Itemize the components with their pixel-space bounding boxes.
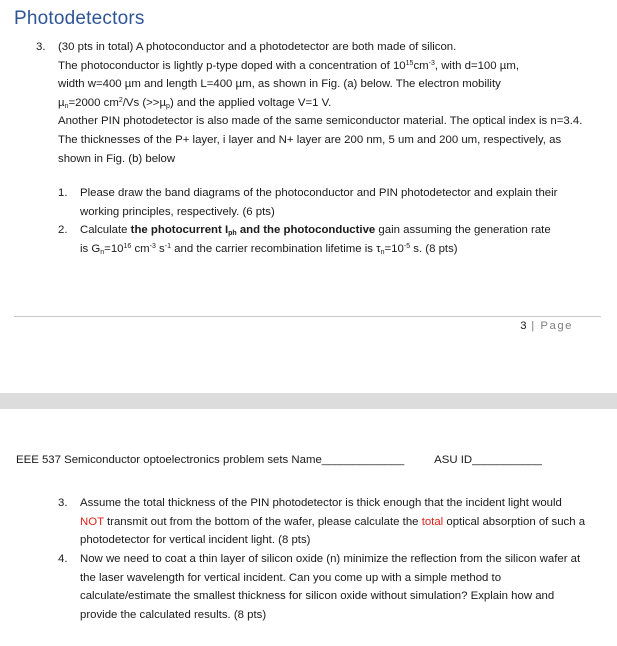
question-3-block <box>36 38 596 168</box>
question-3-page2-text: Assume the total thickness of the PIN photodetector is thick enough that the incident light would NOT transmit out from the bottom of the wafer, please calculate the total optical absorption of such a photodetector for vertical incident light. (8 pts) <box>80 497 586 547</box>
subquestion-1-text: Please draw the band diagrams of the photoconductor and PIN photodetector and explain their working principles, respectively. (6 pts) <box>80 187 558 218</box>
course-name-line: EEE 537 Semiconductor optoelectronics problem sets Name_____________ <box>16 454 405 466</box>
question-number: 3. <box>36 41 46 53</box>
subquestion-2-text: Calculate the photocurrent $I_{ph}$ and the photoconductive gain assuming the generation rate is $G_n=10^{16}$ $cm^{-3}$ $s^{-1}$ and the carrier recombination lifetime is $\tau_n=10^{-5}$ s. (8 pts) <box>80 224 551 256</box>
page-number-footer: 3 | Page <box>520 320 573 332</box>
subquestion-2 <box>58 221 588 258</box>
question-4 <box>58 550 588 624</box>
footer-divider <box>14 316 601 317</box>
document-page-2 <box>0 409 617 646</box>
question-number: 3. <box>58 497 68 509</box>
subquestion-1 <box>58 184 588 221</box>
page-heading: Photodetectors <box>14 8 145 29</box>
asu-id-line: ASU ID___________ <box>434 454 542 466</box>
question-3-paragraph-2: Another PIN photodetector is also made of the same semiconductor material. The optical index is n=3.4. The thicknesses of the P+ layer, i layer and N+ layer are 200 nm, 5 um and 200 um, respectively, as shown in Fig. (b) below <box>58 115 583 165</box>
question-3-paragraph-1: (30 pts in total) A photoconductor and a photodetector are both made of silicon. The photoconductor is lightly p-type doped with a concentration of $10^{15}cm^{-3}$, with d=100 µm, width w=400 µm and length L=400 µm, as shown in Fig. (a) below. The electron mobility µ$_n$=2000 $cm^2/Vs$ (>>µ$_p$) and the applied voltage V=1 V. <box>58 41 519 110</box>
subquestion-number: 2. <box>58 224 68 236</box>
course-header <box>16 454 542 466</box>
question-3-page2 <box>58 494 588 550</box>
question-number: 4. <box>58 553 68 565</box>
subquestion-number: 1. <box>58 187 68 199</box>
page-break <box>0 393 617 409</box>
question-4-text: Now we need to coat a thin layer of silicon oxide (n) minimize the reflection from the silicon wafer at the laser wavelength for vertical incident. Can you come up with a simple method to calculate/estimate the smallest thickness for silicon oxide without simulation? Explain how and provide the calculated results. (8 pts) <box>80 553 581 621</box>
